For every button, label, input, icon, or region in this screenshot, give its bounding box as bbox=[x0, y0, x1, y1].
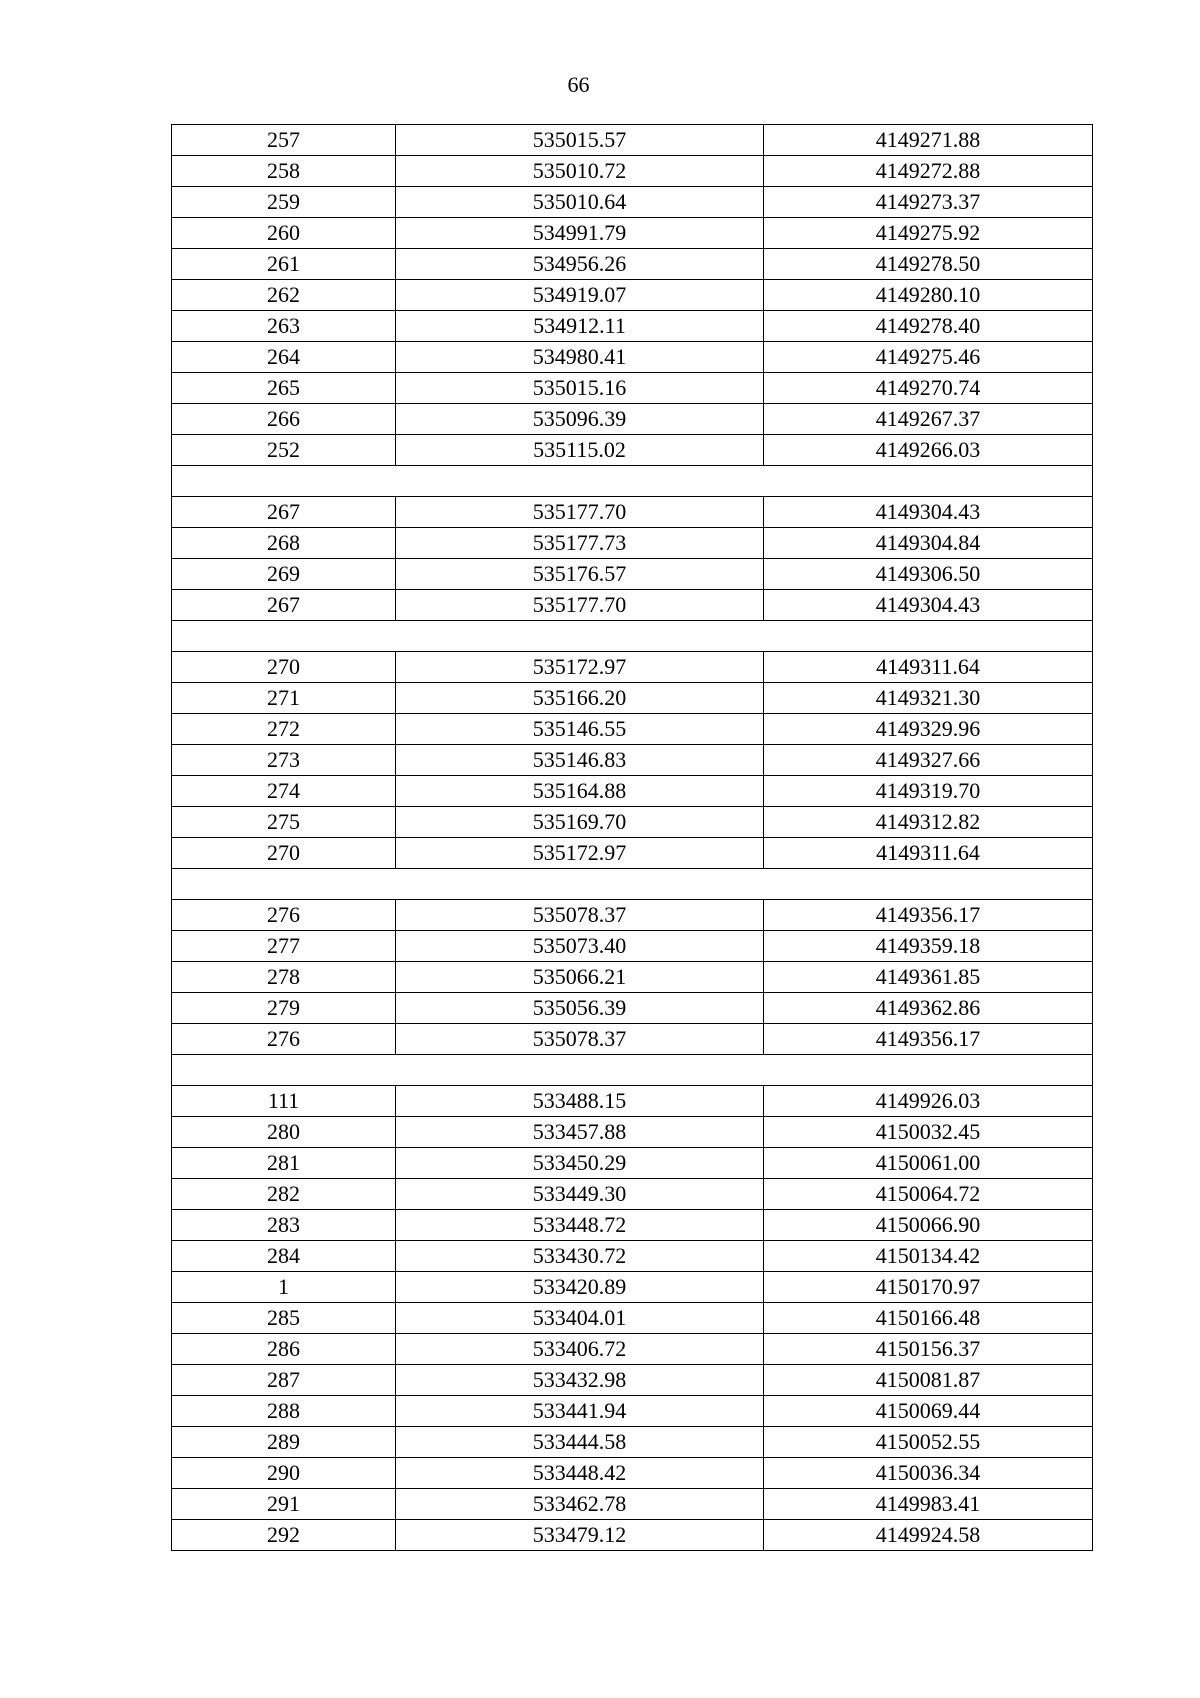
point-number-cell: 276 bbox=[172, 900, 396, 931]
x-coordinate-cell: 533449.30 bbox=[396, 1179, 764, 1210]
x-coordinate-cell: 533432.98 bbox=[396, 1365, 764, 1396]
y-coordinate-cell: 4149272.88 bbox=[764, 156, 1093, 187]
point-number-cell: 259 bbox=[172, 187, 396, 218]
group-separator-row bbox=[172, 869, 1093, 900]
point-number-cell: 262 bbox=[172, 280, 396, 311]
x-coordinate-cell: 535164.88 bbox=[396, 776, 764, 807]
y-coordinate-cell: 4149359.18 bbox=[764, 931, 1093, 962]
table-row bbox=[172, 373, 1093, 404]
x-coordinate-cell: 533479.12 bbox=[396, 1520, 764, 1551]
point-number-cell: 285 bbox=[172, 1303, 396, 1334]
table-row bbox=[172, 156, 1093, 187]
group-separator-cell bbox=[172, 621, 1093, 652]
point-number-cell: 278 bbox=[172, 962, 396, 993]
point-number-cell: 264 bbox=[172, 342, 396, 373]
point-number-cell: 257 bbox=[172, 125, 396, 156]
point-number-cell: 286 bbox=[172, 1334, 396, 1365]
y-coordinate-cell: 4150069.44 bbox=[764, 1396, 1093, 1427]
x-coordinate-cell: 535015.16 bbox=[396, 373, 764, 404]
point-number-cell: 258 bbox=[172, 156, 396, 187]
table-row bbox=[172, 1458, 1093, 1489]
y-coordinate-cell: 4149319.70 bbox=[764, 776, 1093, 807]
point-number-cell: 267 bbox=[172, 497, 396, 528]
point-number-cell: 277 bbox=[172, 931, 396, 962]
y-coordinate-cell: 4150081.87 bbox=[764, 1365, 1093, 1396]
point-number-cell: 281 bbox=[172, 1148, 396, 1179]
table-row bbox=[172, 1179, 1093, 1210]
x-coordinate-cell: 535056.39 bbox=[396, 993, 764, 1024]
x-coordinate-cell: 533457.88 bbox=[396, 1117, 764, 1148]
group-separator-cell bbox=[172, 1055, 1093, 1086]
y-coordinate-cell: 4149266.03 bbox=[764, 435, 1093, 466]
x-coordinate-cell: 533420.89 bbox=[396, 1272, 764, 1303]
x-coordinate-cell: 534991.79 bbox=[396, 218, 764, 249]
x-coordinate-cell: 535066.21 bbox=[396, 962, 764, 993]
y-coordinate-cell: 4149312.82 bbox=[764, 807, 1093, 838]
point-number-cell: 266 bbox=[172, 404, 396, 435]
y-coordinate-cell: 4149275.46 bbox=[764, 342, 1093, 373]
x-coordinate-cell: 535172.97 bbox=[396, 838, 764, 869]
point-number-cell: 289 bbox=[172, 1427, 396, 1458]
y-coordinate-cell: 4150066.90 bbox=[764, 1210, 1093, 1241]
x-coordinate-cell: 533488.15 bbox=[396, 1086, 764, 1117]
table-row bbox=[172, 342, 1093, 373]
y-coordinate-cell: 4149327.66 bbox=[764, 745, 1093, 776]
table-row bbox=[172, 745, 1093, 776]
point-number-cell: 275 bbox=[172, 807, 396, 838]
x-coordinate-cell: 534919.07 bbox=[396, 280, 764, 311]
y-coordinate-cell: 4149304.43 bbox=[764, 590, 1093, 621]
point-number-cell: 282 bbox=[172, 1179, 396, 1210]
y-coordinate-cell: 4149983.41 bbox=[764, 1489, 1093, 1520]
point-number-cell: 268 bbox=[172, 528, 396, 559]
point-number-cell: 292 bbox=[172, 1520, 396, 1551]
point-number-cell: 265 bbox=[172, 373, 396, 404]
y-coordinate-cell: 4149356.17 bbox=[764, 900, 1093, 931]
y-coordinate-cell: 4149280.10 bbox=[764, 280, 1093, 311]
x-coordinate-cell: 535078.37 bbox=[396, 1024, 764, 1055]
y-coordinate-cell: 4150134.42 bbox=[764, 1241, 1093, 1272]
point-number-cell: 270 bbox=[172, 838, 396, 869]
x-coordinate-cell: 535078.37 bbox=[396, 900, 764, 931]
table-row bbox=[172, 683, 1093, 714]
y-coordinate-cell: 4150032.45 bbox=[764, 1117, 1093, 1148]
x-coordinate-cell: 535015.57 bbox=[396, 125, 764, 156]
table-row bbox=[172, 1520, 1093, 1551]
table-row bbox=[172, 1241, 1093, 1272]
y-coordinate-cell: 4150052.55 bbox=[764, 1427, 1093, 1458]
x-coordinate-cell: 535073.40 bbox=[396, 931, 764, 962]
table-row bbox=[172, 1024, 1093, 1055]
x-coordinate-cell: 534956.26 bbox=[396, 249, 764, 280]
point-number-cell: 288 bbox=[172, 1396, 396, 1427]
point-number-cell: 273 bbox=[172, 745, 396, 776]
x-coordinate-cell: 533441.94 bbox=[396, 1396, 764, 1427]
point-number-cell: 269 bbox=[172, 559, 396, 590]
table-row bbox=[172, 218, 1093, 249]
coordinates-table-body bbox=[172, 125, 1093, 1551]
point-number-cell: 1 bbox=[172, 1272, 396, 1303]
table-row bbox=[172, 1427, 1093, 1458]
x-coordinate-cell: 535176.57 bbox=[396, 559, 764, 590]
point-number-cell: 270 bbox=[172, 652, 396, 683]
x-coordinate-cell: 535146.55 bbox=[396, 714, 764, 745]
group-separator-row bbox=[172, 466, 1093, 497]
x-coordinate-cell: 535169.70 bbox=[396, 807, 764, 838]
x-coordinate-cell: 534980.41 bbox=[396, 342, 764, 373]
table-row bbox=[172, 311, 1093, 342]
y-coordinate-cell: 4149924.58 bbox=[764, 1520, 1093, 1551]
table-row bbox=[172, 280, 1093, 311]
table-row bbox=[172, 1086, 1093, 1117]
x-coordinate-cell: 535166.20 bbox=[396, 683, 764, 714]
x-coordinate-cell: 535172.97 bbox=[396, 652, 764, 683]
y-coordinate-cell: 4149275.92 bbox=[764, 218, 1093, 249]
table-row bbox=[172, 1210, 1093, 1241]
y-coordinate-cell: 4149311.64 bbox=[764, 652, 1093, 683]
x-coordinate-cell: 535146.83 bbox=[396, 745, 764, 776]
y-coordinate-cell: 4149926.03 bbox=[764, 1086, 1093, 1117]
y-coordinate-cell: 4149362.86 bbox=[764, 993, 1093, 1024]
table-row bbox=[172, 1117, 1093, 1148]
point-number-cell: 263 bbox=[172, 311, 396, 342]
y-coordinate-cell: 4149278.40 bbox=[764, 311, 1093, 342]
y-coordinate-cell: 4150170.97 bbox=[764, 1272, 1093, 1303]
x-coordinate-cell: 535177.70 bbox=[396, 590, 764, 621]
group-separator-cell bbox=[172, 466, 1093, 497]
point-number-cell: 279 bbox=[172, 993, 396, 1024]
y-coordinate-cell: 4149356.17 bbox=[764, 1024, 1093, 1055]
table-row bbox=[172, 1272, 1093, 1303]
point-number-cell: 290 bbox=[172, 1458, 396, 1489]
table-row bbox=[172, 125, 1093, 156]
x-coordinate-cell: 535177.73 bbox=[396, 528, 764, 559]
y-coordinate-cell: 4149267.37 bbox=[764, 404, 1093, 435]
point-number-cell: 111 bbox=[172, 1086, 396, 1117]
page-number: 66 bbox=[567, 72, 590, 97]
table-row bbox=[172, 838, 1093, 869]
table-row bbox=[172, 1334, 1093, 1365]
point-number-cell: 261 bbox=[172, 249, 396, 280]
x-coordinate-cell: 535010.64 bbox=[396, 187, 764, 218]
x-coordinate-cell: 533430.72 bbox=[396, 1241, 764, 1272]
point-number-cell: 276 bbox=[172, 1024, 396, 1055]
y-coordinate-cell: 4150166.48 bbox=[764, 1303, 1093, 1334]
y-coordinate-cell: 4150064.72 bbox=[764, 1179, 1093, 1210]
x-coordinate-cell: 533448.72 bbox=[396, 1210, 764, 1241]
point-number-cell: 271 bbox=[172, 683, 396, 714]
table-row bbox=[172, 590, 1093, 621]
group-separator-row bbox=[172, 1055, 1093, 1086]
table-row bbox=[172, 435, 1093, 466]
point-number-cell: 274 bbox=[172, 776, 396, 807]
table-row bbox=[172, 776, 1093, 807]
y-coordinate-cell: 4149304.43 bbox=[764, 497, 1093, 528]
coordinates-table bbox=[171, 124, 1093, 1551]
y-coordinate-cell: 4150036.34 bbox=[764, 1458, 1093, 1489]
x-coordinate-cell: 533444.58 bbox=[396, 1427, 764, 1458]
point-number-cell: 284 bbox=[172, 1241, 396, 1272]
point-number-cell: 280 bbox=[172, 1117, 396, 1148]
point-number-cell: 260 bbox=[172, 218, 396, 249]
table-row bbox=[172, 187, 1093, 218]
x-coordinate-cell: 535115.02 bbox=[396, 435, 764, 466]
y-coordinate-cell: 4149306.50 bbox=[764, 559, 1093, 590]
table-row bbox=[172, 714, 1093, 745]
x-coordinate-cell: 533450.29 bbox=[396, 1148, 764, 1179]
table-row bbox=[172, 1365, 1093, 1396]
table-row bbox=[172, 1396, 1093, 1427]
x-coordinate-cell: 535010.72 bbox=[396, 156, 764, 187]
point-number-cell: 287 bbox=[172, 1365, 396, 1396]
y-coordinate-cell: 4149311.64 bbox=[764, 838, 1093, 869]
y-coordinate-cell: 4149321.30 bbox=[764, 683, 1093, 714]
x-coordinate-cell: 534912.11 bbox=[396, 311, 764, 342]
x-coordinate-cell: 533448.42 bbox=[396, 1458, 764, 1489]
table-row bbox=[172, 962, 1093, 993]
y-coordinate-cell: 4149361.85 bbox=[764, 962, 1093, 993]
table-row bbox=[172, 900, 1093, 931]
x-coordinate-cell: 533462.78 bbox=[396, 1489, 764, 1520]
point-number-cell: 267 bbox=[172, 590, 396, 621]
table-row bbox=[172, 993, 1093, 1024]
y-coordinate-cell: 4149273.37 bbox=[764, 187, 1093, 218]
y-coordinate-cell: 4149304.84 bbox=[764, 528, 1093, 559]
x-coordinate-cell: 533406.72 bbox=[396, 1334, 764, 1365]
y-coordinate-cell: 4149271.88 bbox=[764, 125, 1093, 156]
table-row bbox=[172, 249, 1093, 280]
group-separator-cell bbox=[172, 869, 1093, 900]
x-coordinate-cell: 535177.70 bbox=[396, 497, 764, 528]
table-row bbox=[172, 652, 1093, 683]
point-number-cell: 252 bbox=[172, 435, 396, 466]
table-row bbox=[172, 528, 1093, 559]
x-coordinate-cell: 535096.39 bbox=[396, 404, 764, 435]
point-number-cell: 291 bbox=[172, 1489, 396, 1520]
point-number-cell: 272 bbox=[172, 714, 396, 745]
y-coordinate-cell: 4149329.96 bbox=[764, 714, 1093, 745]
table-row bbox=[172, 931, 1093, 962]
y-coordinate-cell: 4150061.00 bbox=[764, 1148, 1093, 1179]
table-row bbox=[172, 1489, 1093, 1520]
table-row bbox=[172, 404, 1093, 435]
x-coordinate-cell: 533404.01 bbox=[396, 1303, 764, 1334]
y-coordinate-cell: 4149278.50 bbox=[764, 249, 1093, 280]
table-row bbox=[172, 1303, 1093, 1334]
point-number-cell: 283 bbox=[172, 1210, 396, 1241]
group-separator-row bbox=[172, 621, 1093, 652]
table-row bbox=[172, 559, 1093, 590]
y-coordinate-cell: 4150156.37 bbox=[764, 1334, 1093, 1365]
y-coordinate-cell: 4149270.74 bbox=[764, 373, 1093, 404]
table-row bbox=[172, 807, 1093, 838]
table-row bbox=[172, 497, 1093, 528]
table-row bbox=[172, 1148, 1093, 1179]
